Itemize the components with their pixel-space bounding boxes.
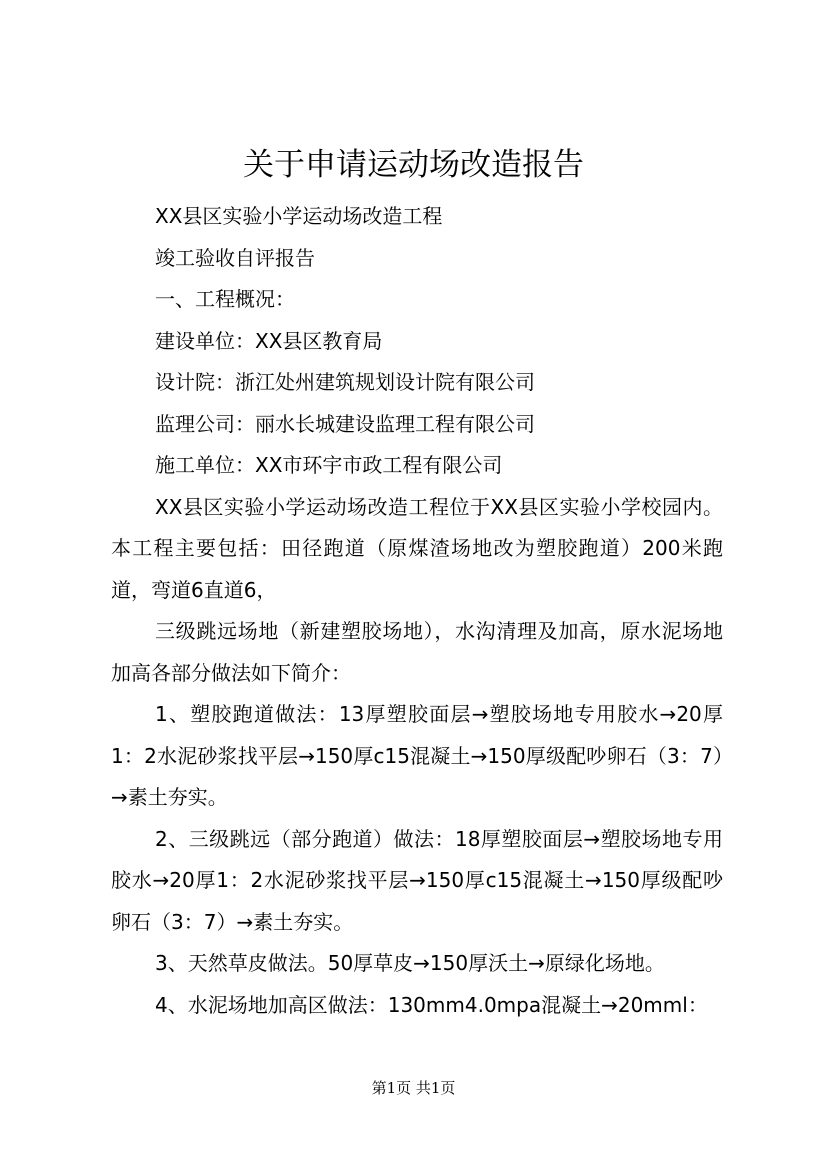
body-line-contractor: 施工单位：XX市环宇市政工程有限公司 (155, 453, 503, 477)
page-footer: 第1页 共1页 (371, 1079, 456, 1097)
paragraph-plastic-track-method: 1、塑胶跑道做法：13厚塑胶面层→塑胶场地专用胶水→20厚1：2水泥砂浆找平层→150厚c15混凝土→150厚级配吵卵石（3：7）→素土夯实。 (111, 702, 723, 809)
body-line-report-name: 竣工验收自评报告 (155, 245, 315, 270)
paragraph-cement-area-method: 4、水泥场地加高区做法：130mm4.0mpa混凝土→20mml： (155, 992, 708, 1017)
paragraph-project-scope: XX县区实验小学运动场改造工程位于XX县区实验小学校园内。本工程主要包括：田径跑道（原煤渣场地改为塑胶跑道）200米跑道，弯道6直道6， (111, 494, 723, 602)
paragraph-natural-grass-method: 3、天然草皮做法。50厚草皮→150厚沃土→原绿化场地。 (155, 951, 665, 975)
body-line-construction-unit: 建设单位：XX县区教育局 (155, 328, 383, 353)
body-line-supervision-company: 监理公司：丽水长城建设监理工程有限公司 (155, 411, 535, 436)
body-line-project-name: XX县区实验小学运动场改造工程 (155, 204, 443, 228)
paragraph-triple-jump-method: 2、三级跳远（部分跑道）做法：18厚塑胶面层→塑胶场地专用胶水→20厚1：2水泥砂浆找平层→150厚c15混凝土→150厚级配吵卵石（3：7）→素土夯实。 (111, 826, 723, 934)
section-heading-overview: 一、工程概况： (155, 287, 295, 311)
body-line-design-institute: 设计院：浙江处州建筑规划设计院有限公司 (155, 370, 535, 394)
document-body (111, 196, 723, 1026)
document-title: 关于申请运动场改造报告 (243, 147, 584, 183)
paragraph-triple-jump-field: 三级跳远场地（新建塑胶场地），水沟清理及加高，原水泥场地加高各部分做法如下简介： (111, 619, 723, 685)
